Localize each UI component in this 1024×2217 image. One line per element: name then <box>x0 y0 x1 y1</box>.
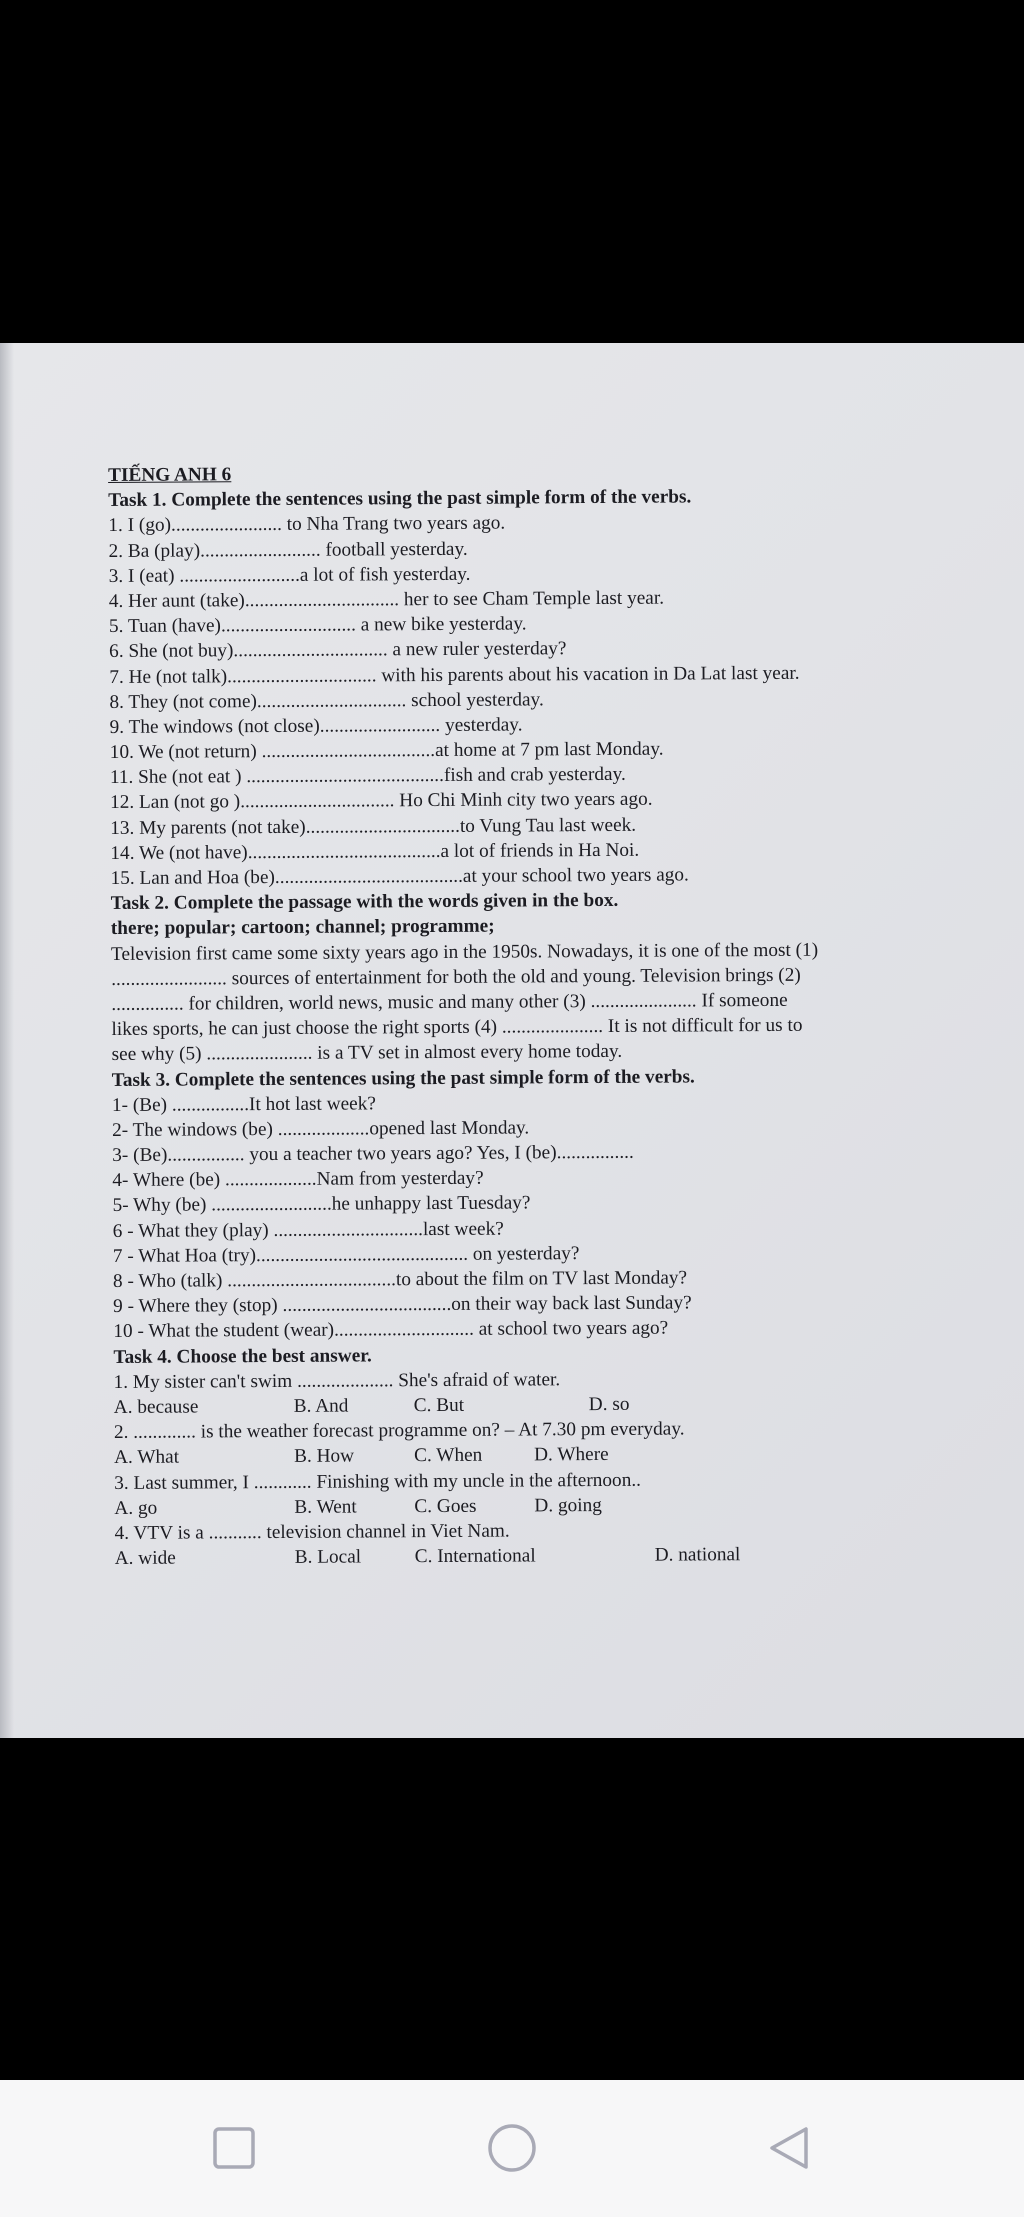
task3-item: 3- (Be)................ you a teacher two years ago? Yes, I (be)................ <box>112 1141 634 1167</box>
task2-passage-line: ............... for children, world news, music and many other (3) ...................... If someone <box>111 989 788 1015</box>
option-b: B. Went <box>294 1496 357 1518</box>
task3-item: 4- Where (be) ...................Nam from yesterday? <box>112 1167 484 1192</box>
task1-item: 12. Lan (not go )................................ Ho Chi Minh city two years ago. <box>110 789 653 814</box>
square-icon <box>211 2125 257 2171</box>
home-button[interactable] <box>487 2123 537 2173</box>
task1-item: 4. Her aunt (take)................................ her to see Cham Temple last year. <box>108 587 665 612</box>
task3-item: 5- Why (be) .........................he unhappy last Tuesday? <box>112 1192 531 1217</box>
triangle-icon <box>766 2125 812 2171</box>
worksheet-photo <box>0 343 1024 1738</box>
task3-item: 7 - What Hoa (try)............................................ on yesterday? <box>112 1242 580 1267</box>
task3-item: 9 - Where they (stop) ...................................on their way back last Sunday? <box>113 1292 692 1318</box>
task1-item: 14. We (not have)........................................a lot of friends in Ha Noi. <box>110 839 640 864</box>
task4-question: 1. My sister can't swim .................... She's afraid of water. <box>113 1369 561 1393</box>
task4-question: 2. ............. is the weather forecast programme on? – At 7.30 pm everyday. <box>113 1418 685 1444</box>
task1-item: 5. Tuan (have)............................ a new bike yesterday. <box>108 613 527 638</box>
task1-item: 9. The windows (not close)......................... yesterday. <box>109 714 523 738</box>
worksheet-text <box>108 458 995 1572</box>
task1-item: 11. She (not eat ) .........................................fish and crab yesterday. <box>109 764 626 789</box>
option-b: B. How <box>294 1445 355 1468</box>
task2-title: Task 2. Complete the passage with the words given in the box. <box>110 890 619 915</box>
task4-question: 3. Last summer, I ............ Finishing with my uncle in the afternoon.. <box>114 1469 642 1494</box>
task1-item: 3. I (eat) .........................a lot of fish yesterday. <box>108 563 471 587</box>
option-d: D. national <box>654 1544 741 1566</box>
option-d: D. going <box>534 1494 602 1517</box>
option-b: B. Local <box>294 1546 362 1568</box>
task2-passage-line: likes sports, he can just choose the right sports (4) ..................... It is not difficult for us to <box>111 1014 803 1041</box>
option-a: A. because <box>113 1396 199 1418</box>
task3-title: Task 3. Complete the sentences using the past simple form of the verbs. <box>111 1065 695 1091</box>
worksheet-heading: TIẾNG ANH 6 <box>108 464 232 486</box>
task1-item: 7. He (not talk)............................... with his parents about his vacation in Da Lat last year. <box>109 662 800 688</box>
task1-item: 6. She (not buy)................................ a new ruler yesterday? <box>109 638 567 663</box>
back-button[interactable] <box>766 2125 812 2171</box>
option-c: C. But <box>413 1394 465 1417</box>
task2-passage-line: Television first came some sixty years ago in the 1950s. Nowadays, it is one of the most (1) <box>110 939 819 965</box>
task1-item: 2. Ba (play)......................... football yesterday. <box>108 538 468 562</box>
android-navigation-bar <box>0 2080 1024 2217</box>
option-c: C. International <box>414 1545 536 1568</box>
option-d: D. so <box>588 1393 630 1416</box>
task2-passage-line: see why (5) ...................... is a TV set in almost every home today. <box>111 1041 623 1066</box>
task3-item: 10 - What the student (wear)............................. at school two years ago? <box>113 1317 669 1343</box>
task3-item: 1- (Be) ................It hot last week? <box>111 1093 376 1116</box>
option-a: A. wide <box>114 1547 176 1570</box>
task1-item: 8. They (not come)............................... school yesterday. <box>109 689 544 713</box>
task3-item: 8 - Who (talk) ...................................to about the film on TV last Monday? <box>112 1267 688 1292</box>
option-d: D. Where <box>534 1444 609 1466</box>
task2-passage-line: ........................ sources of entertainment for both the old and young. Television brings (2) <box>111 964 801 990</box>
task1-item: 1. I (go)....................... to Nha Trang two years ago. <box>108 512 506 537</box>
task4-title: Task 4. Choose the best answer. <box>113 1344 372 1368</box>
option-c: C. Goes <box>414 1495 477 1517</box>
circle-icon <box>487 2123 537 2173</box>
task2-keywords: there; popular; cartoon; channel; programme; <box>110 916 495 940</box>
recent-apps-button[interactable] <box>211 2125 257 2171</box>
task1-title: Task 1. Complete the sentences using the past simple form of the verbs. <box>108 486 692 512</box>
option-b: B. And <box>293 1395 349 1417</box>
task1-item: 15. Lan and Hoa (be).......................................at your school two years ago. <box>110 864 689 889</box>
task3-item: 6 - What they (play) ...............................last week? <box>112 1218 504 1242</box>
task3-item: 2- The windows (be) ...................opened last Monday. <box>112 1117 530 1141</box>
option-a: A. go <box>114 1497 158 1519</box>
task1-item: 10. We (not return) ....................................at home at 7 pm last Monday. <box>109 738 664 764</box>
option-a: A. What <box>114 1446 180 1469</box>
task1-item: 13. My parents (not take)................................to Vung Tau last week. <box>110 814 637 839</box>
task4-question: 4. VTV is a ........... television channel in Viet Nam. <box>114 1520 510 1544</box>
option-c: C. When <box>414 1445 483 1467</box>
task4-options <box>115 1541 995 1572</box>
